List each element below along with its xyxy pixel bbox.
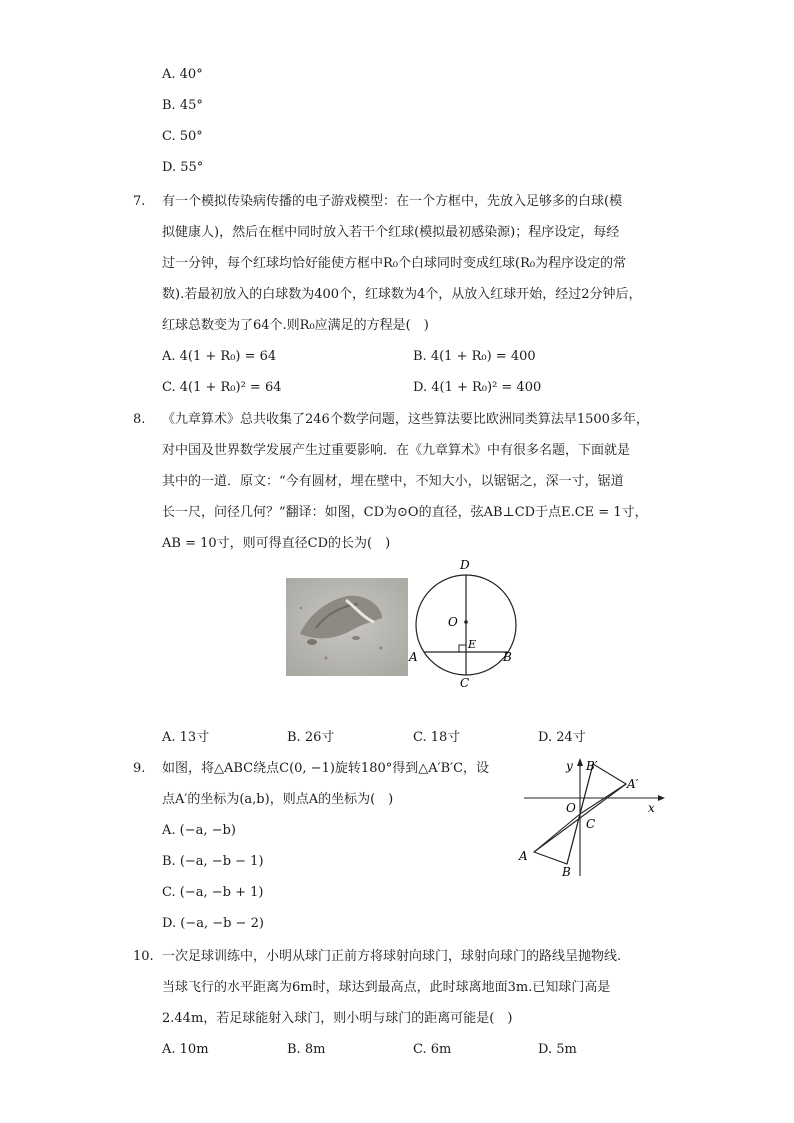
q10-option-b[interactable]: B. 8m	[287, 1042, 326, 1057]
log-in-wall-photo	[286, 578, 408, 676]
label-a-prime: A′	[627, 777, 639, 791]
circle-diagram	[404, 556, 524, 694]
q9-option-a[interactable]: A. (−a, −b)	[162, 823, 236, 838]
q8-stem-line: 其中的一道．原文：“今有圆材，埋在壁中，不知大小，以锯锯之，深一寸，锯道	[162, 474, 624, 489]
q7-option-c[interactable]: C. 4(1 + R₀)² = 64	[162, 380, 282, 395]
q7-stem-line: 有一个模拟传染病传播的电子游戏模型：在一个方框中，先放入足够多的白球(模	[162, 194, 623, 209]
q9-stem-line: 点A′的坐标为(a,b)，则点A的坐标为( )	[162, 792, 394, 807]
label-b: B	[562, 865, 571, 879]
right-angle-mark	[459, 645, 466, 652]
label-o: O	[448, 615, 458, 629]
center-point	[464, 620, 468, 624]
q9-stem-line: 如图，将△ABC绕点C(0, −1)旋转180°得到△A′B′C，设	[162, 761, 490, 776]
y-axis-arrow	[577, 758, 583, 766]
q6-option-d[interactable]: D. 55°	[162, 160, 204, 175]
q9-option-b[interactable]: B. (−a, −b − 1)	[162, 854, 264, 869]
q9-number: 9.	[133, 761, 146, 776]
q6-option-a[interactable]: A. 40°	[162, 67, 203, 82]
rotation-diagram	[512, 752, 672, 882]
q8-stem-line: 《九章算术》总共收集了246个数学问题，这些算法要比欧洲同类算法早1500多年，	[162, 412, 649, 427]
q10-number: 10.	[133, 949, 154, 964]
q10-option-a[interactable]: A. 10m	[162, 1042, 209, 1057]
label-d: D	[460, 558, 470, 572]
q7-stem-line: 红球总数变为了64个.则R₀应满足的方程是( )	[162, 318, 429, 333]
label-o: O	[566, 801, 576, 815]
q6-option-b[interactable]: B. 45°	[162, 98, 203, 113]
q10-stem-line: 一次足球训练中，小明从球门正前方将球射向球门，球射向球门的路线呈抛物线.	[162, 949, 622, 964]
q8-option-a[interactable]: A. 13寸	[162, 730, 210, 745]
q8-option-d[interactable]: D. 24寸	[538, 730, 586, 745]
q7-option-b[interactable]: B. 4(1 + R₀) = 400	[413, 349, 536, 364]
q9-option-d[interactable]: D. (−a, −b − 2)	[162, 916, 264, 931]
label-x: x	[648, 801, 655, 815]
q7-stem-line: 拟健康人)，然后在框中同时放入若干个红球(模拟最初感染源)；程序设定，每经	[162, 225, 620, 240]
x-axis-arrow	[658, 795, 665, 801]
q8-option-c[interactable]: C. 18寸	[413, 730, 461, 745]
q7-option-a[interactable]: A. 4(1 + R₀) = 64	[162, 349, 277, 364]
q7-number: 7.	[133, 194, 146, 209]
q8-stem-line: 长一尺，问径几何？”翻译：如图，CD为⊙O的直径，弦AB⊥CD于点E.CE = 1寸，	[162, 505, 648, 520]
q7-stem-line: 过一分钟，每个红球均恰好能使方框中R₀个白球同时变成红球(R₀为程序设定的常	[162, 256, 627, 271]
q7-option-d[interactable]: D. 4(1 + R₀)² = 400	[413, 380, 542, 395]
q7-stem-line: 数).若最初放入的白球数为400个，红球数为4个，从放入红球开始，经过2分钟后，	[162, 287, 642, 302]
q9-option-c[interactable]: C. (−a, −b + 1)	[162, 885, 264, 900]
label-c: C	[460, 676, 470, 690]
label-b-prime: B′	[586, 759, 598, 773]
label-c: C	[586, 817, 596, 831]
q10-option-d[interactable]: D. 5m	[538, 1042, 577, 1057]
q8-number: 8.	[133, 412, 146, 427]
label-y: y	[566, 759, 573, 773]
q6-option-c[interactable]: C. 50°	[162, 129, 203, 144]
q8-stem-line: 对中国及世界数学发展产生过重要影响．在《九章算术》中有很多名题，下面就是	[162, 443, 631, 458]
label-a: A	[409, 650, 418, 664]
label-e: E	[468, 638, 477, 651]
q10-stem-line: 2.44m，若足球能射入球门，则小明与球门的距离可能是( )	[162, 1011, 513, 1026]
q8-option-b[interactable]: B. 26寸	[287, 730, 335, 745]
q10-stem-line: 当球飞行的水平距离为6m时，球达到最高点，此时球离地面3m.已知球门高是	[162, 980, 611, 995]
q8-stem-line: AB = 10寸，则可得直径CD的长为( )	[162, 536, 391, 551]
label-a: A	[519, 849, 528, 863]
q10-option-c[interactable]: C. 6m	[413, 1042, 452, 1057]
label-b: B	[503, 650, 512, 664]
